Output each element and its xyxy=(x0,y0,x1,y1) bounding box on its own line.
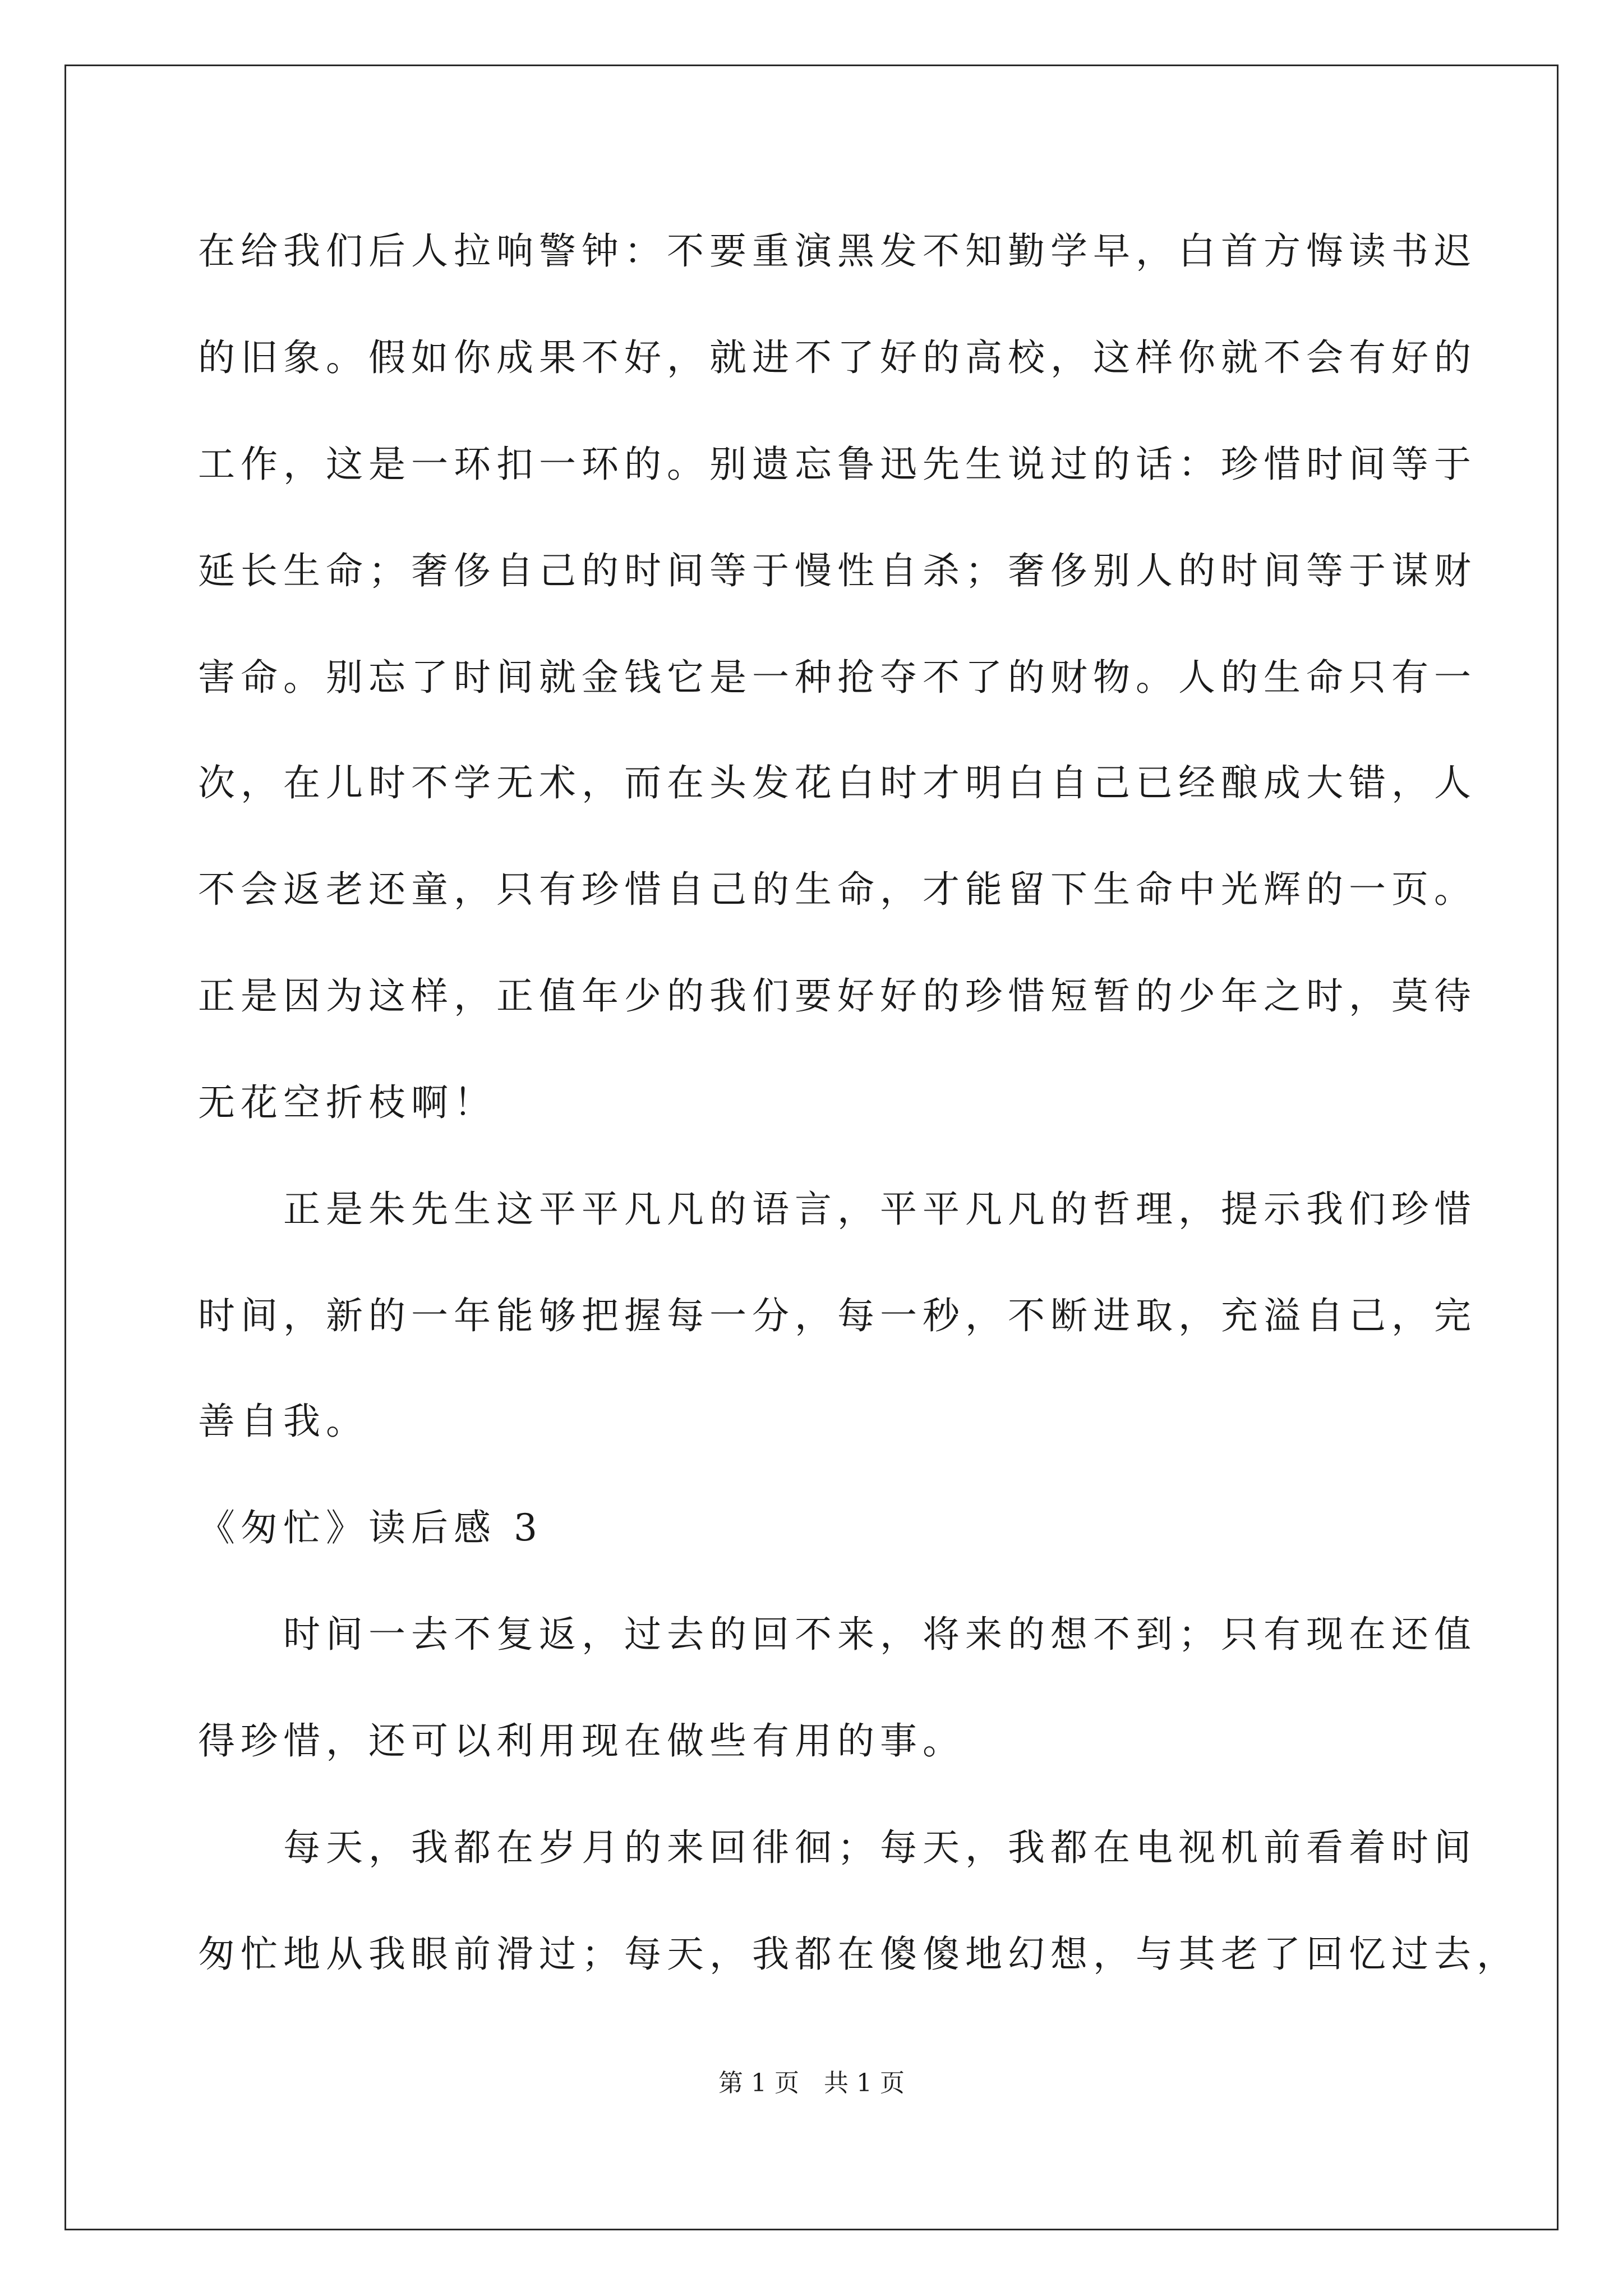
text-line: 时间一去不复返，过去的回不来，将来的想不到；只有现在还值 xyxy=(198,1613,1477,1656)
text-line: 不会返老还童，只有珍惜自己的生命，才能留下生命中光辉的一页。 xyxy=(198,868,1477,911)
text-line: 在给我们后人拉响警钟：不要重演黑发不知勤学早，白首方悔读书迟 xyxy=(198,229,1477,273)
section-heading: 《匆忙》读后感 3 xyxy=(198,1506,543,1549)
text-line: 的旧象。假如你成果不好，就进不了好的高校，这样你就不会有好的 xyxy=(198,336,1477,379)
text-line: 延长生命；奢侈自己的时间等于慢性自杀；奢侈别人的时间等于谋财 xyxy=(198,549,1477,592)
text-line: 每天，我都在岁月的来回徘徊；每天，我都在电视机前看着时间 xyxy=(198,1826,1477,1869)
text-line: 善自我。 xyxy=(198,1400,368,1443)
page-border xyxy=(64,65,1559,2230)
text-line: 工作，这是一环扣一环的。别遗忘鲁迅先生说过的话：珍惜时间等于 xyxy=(198,443,1477,486)
text-line: 次，在儿时不学无术，而在头发花白时才明白自己已经酿成大错，人 xyxy=(198,761,1477,804)
text-line: 正是朱先生这平平凡凡的语言，平平凡凡的哲理，提示我们珍惜 xyxy=(198,1188,1477,1231)
text-line: 正是因为这样，正值年少的我们要好好的珍惜短暂的少年之时，莫待 xyxy=(198,974,1477,1018)
page-footer: 第 1 页 共 1 页 xyxy=(718,2069,905,2097)
text-line: 得珍惜，还可以利用现在做些有用的事。 xyxy=(198,1719,965,1763)
text-line: 匆忙地从我眼前滑过；每天，我都在傻傻地幻想，与其老了回忆过去， xyxy=(198,1932,1519,1976)
text-line: 无花空折枝啊！ xyxy=(198,1081,496,1124)
text-line: 害命。别忘了时间就金钱它是一种抢夺不了的财物。人的生命只有一 xyxy=(198,656,1477,699)
text-line: 时间，新的一年能够把握每一分，每一秒，不断进取，充溢自己，完 xyxy=(198,1294,1477,1337)
